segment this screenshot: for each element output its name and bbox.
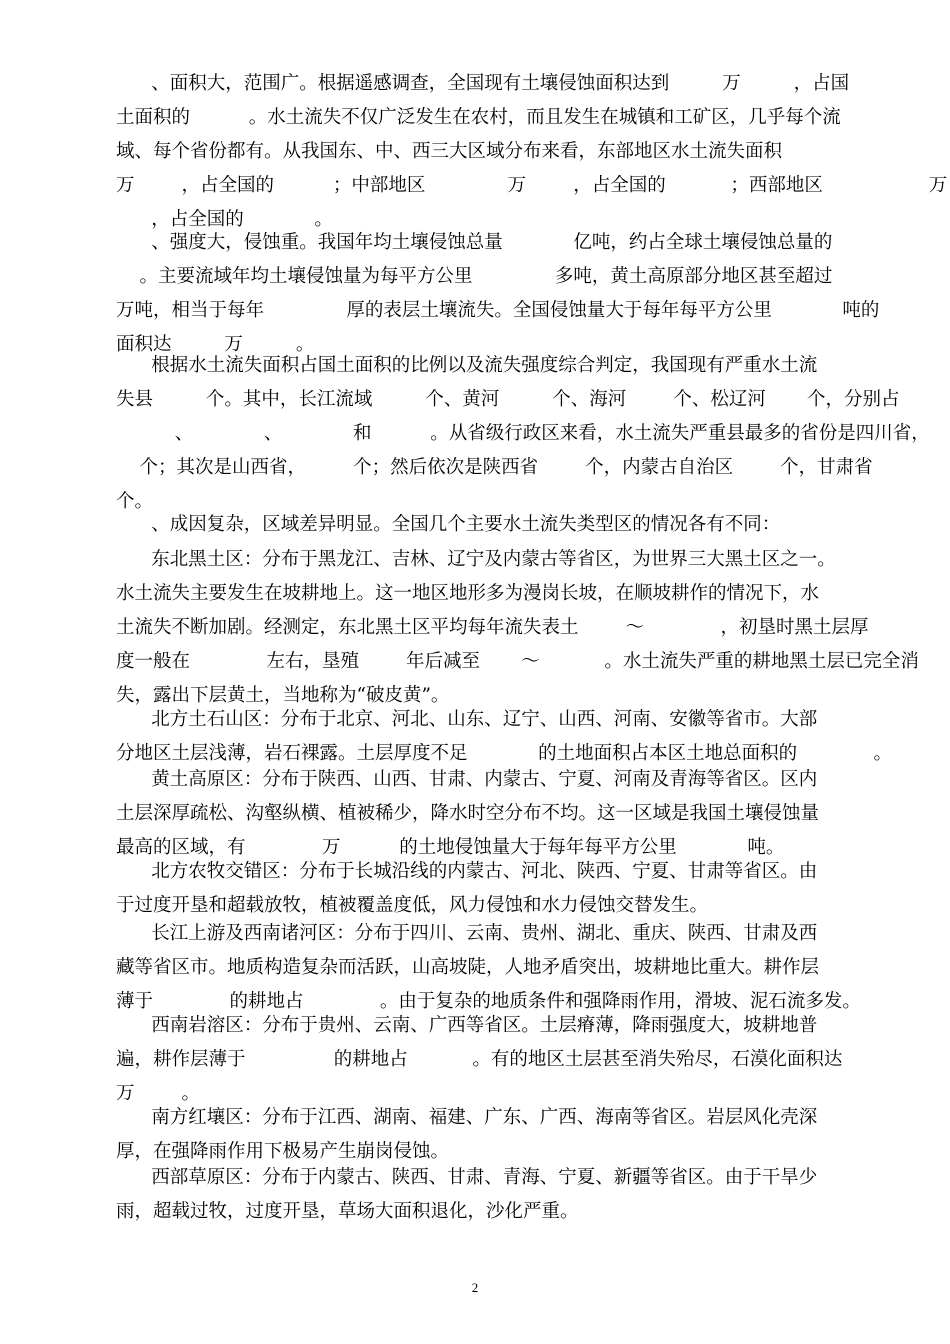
text-line: 薄于 的耕地占 。由于复杂的地质条件和强降雨作用，滑坡、泥石流多发。 [116, 991, 861, 1012]
text-line: 、面积大，范围广。根据遥感调查，全国现有土壤侵蚀面积达到 万 ，占国 [116, 73, 850, 94]
text-line: 个；其次是山西省， 个；然后依次是陕西省 个，内蒙古自治区 个，甘肃省 [116, 457, 873, 478]
text-line: 藏等省区市。地质构造复杂而活跃，山高坡陡，人地矛盾突出，坡耕地比重大。耕作层 [116, 957, 820, 978]
text-line: 土面积的 。水土流失不仅广泛发生在农村，而且发生在城镇和工矿区，几乎每个流 [116, 107, 841, 128]
text-line: 土流失不断加剧。经测定，东北黑土区平均每年流失表土 ～ ，初垦时黑土层厚 [116, 617, 869, 638]
text-line: 。主要流域年均土壤侵蚀量为每平方公里 多吨，黄土高原部分地区甚至超过 [116, 266, 833, 287]
text-line: 厚，在强降雨作用下极易产生崩岗侵蚀。 [116, 1141, 450, 1162]
text-line: 分地区土层浅薄，岩石裸露。土层厚度不足 的土地面积占本区土地总面积的 。 [116, 743, 893, 764]
text-line: 长江上游及西南诸河区：分布于四川、云南、贵州、湖北、重庆、陕西、甘肃及西 [116, 923, 818, 944]
text-line: 最高的区域，有 万 的土地侵蚀量大于每年每平方公里 吨。 [116, 837, 785, 858]
text-line: 度一般在 左右，垦殖 年后减至 ～ 。水土流失严重的耕地黑土层已完全消 [116, 651, 919, 672]
text-line: 南方红壤区：分布于江西、湖南、福建、广东、广西、海南等省区。岩层风化壳深 [116, 1107, 818, 1128]
text-line: 万吨，相当于每年 厚的表层土壤流失。全国侵蚀量大于每年每平方公里 吨的 [116, 300, 880, 321]
text-line: 雨，超载过牧，过度开垦，草场大面积退化，沙化严重。 [116, 1201, 579, 1222]
text-line: 个。 [116, 491, 154, 512]
text-line: 于过度开垦和超载放牧，植被覆盖度低，风力侵蚀和水力侵蚀交替发生。 [116, 895, 709, 916]
text-line: 水土流失主要发生在坡耕地上。这一地区地形多为漫岗长坡，在顺坡耕作的情况下，水 [116, 583, 820, 604]
text-line: 根据水土流失面积占国土面积的比例以及流失强度综合判定，我国现有严重水土流 [116, 355, 818, 376]
text-line: 东北黑土区：分布于黑龙江、吉林、辽宁及内蒙古等省区，为世界三大黑土区之一。 [116, 549, 836, 570]
text-line: 、强度大，侵蚀重。我国年均土壤侵蚀总量 亿吨，约占全球土壤侵蚀总量的 [116, 232, 833, 253]
text-line: ，占全国的 。 [116, 209, 333, 230]
text-line: 、成因复杂，区域差异明显。全国几个主要水土流失类型区的情况各有不同： [116, 514, 781, 535]
text-line: 黄土高原区：分布于陕西、山西、甘肃、内蒙古、宁夏、河南及青海等省区。区内 [116, 769, 818, 790]
text-line: 万 ，占全国的 ；中部地区 万 ，占全国的 ；西部地区 万 [116, 175, 948, 196]
text-line: 万 。 [116, 1083, 201, 1104]
text-line: 域、每个省份都有。从我国东、中、西三大区域分布来看，东部地区水土流失面积 [116, 141, 783, 162]
text-line: 北方土石山区：分布于北京、河北、山东、辽宁、山西、河南、安徽等省市。大部 [116, 709, 818, 730]
text-line: 、 、 和 。从省级行政区来看，水土流失严重县最多的省份是四川省， [116, 423, 930, 444]
text-line: 西部草原区：分布于内蒙古、陕西、甘肃、青海、宁夏、新疆等省区。由于干旱少 [116, 1167, 818, 1188]
text-line: 失县 个。其中，长江流域 个、黄河 个、海河 个、松辽河 个，分别占 [116, 389, 900, 410]
text-line: 遍，耕作层薄于 的耕地占 。有的地区土层甚至消失殆尽，石漠化面积达 [116, 1049, 843, 1070]
text-line: 土层深厚疏松、沟壑纵横、植被稀少，降水时空分布不均。这一区域是我国土壤侵蚀量 [116, 803, 820, 824]
page-number: 2 [471, 1280, 479, 1295]
text-line: 西南岩溶区：分布于贵州、云南、广西等省区。土层瘠薄，降雨强度大，坡耕地普 [116, 1015, 818, 1036]
text-line: 失，露出下层黄土，当地称为“破皮黄”。 [116, 685, 450, 706]
text-line: 面积达 万 。 [116, 334, 315, 355]
text-line: 北方农牧交错区：分布于长城沿线的内蒙古、河北、陕西、宁夏、甘肃等省区。由 [116, 861, 818, 882]
